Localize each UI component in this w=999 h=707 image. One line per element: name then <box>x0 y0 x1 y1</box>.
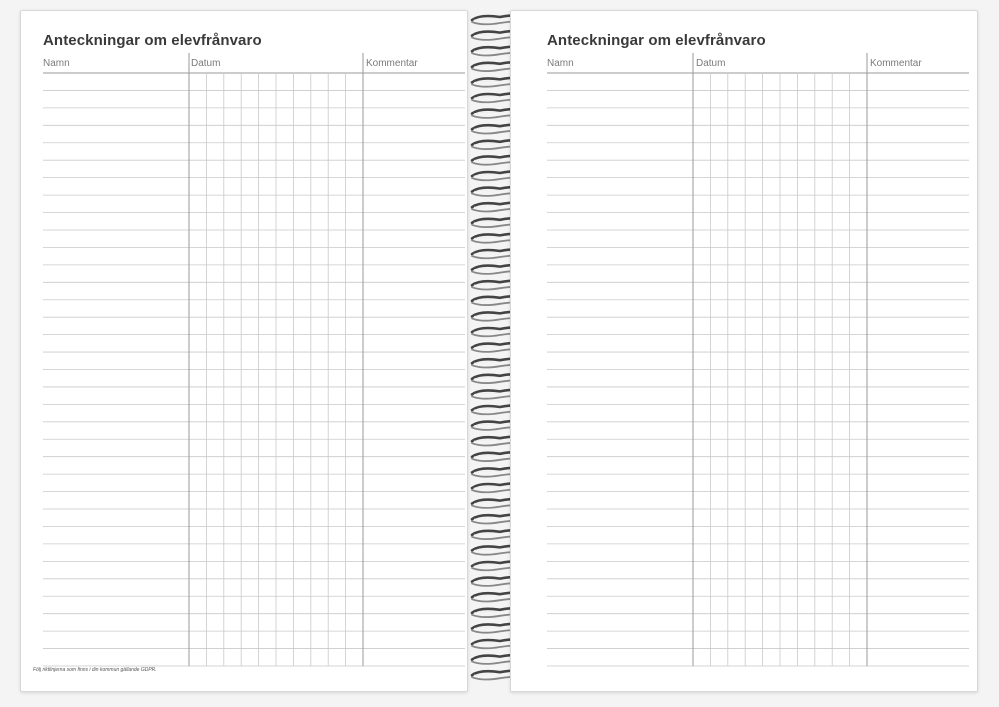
spiral-coil-highlight <box>474 658 500 659</box>
spiral-coil-highlight <box>474 34 500 35</box>
spiral-coil-highlight <box>474 533 500 534</box>
spiral-coil-highlight <box>474 206 500 207</box>
left-header-namn: Namn <box>43 58 70 69</box>
right-page-grid <box>511 11 977 691</box>
spiral-coil-highlight <box>474 674 500 675</box>
spiral-coil-highlight <box>474 253 500 254</box>
spiral-coil-highlight <box>474 143 500 144</box>
spiral-coil-highlight <box>474 331 500 332</box>
spiral-coil-highlight <box>474 284 500 285</box>
spiral-coil-highlight <box>474 611 500 612</box>
spiral-coil-highlight <box>474 50 500 51</box>
spiral-coil-highlight <box>474 19 500 20</box>
right-page <box>510 10 978 692</box>
spiral-coil-highlight <box>474 175 500 176</box>
spiral-coil-highlight <box>474 81 500 82</box>
spiral-coil-highlight <box>474 299 500 300</box>
right-page-title: Anteckningar om elevfrånvaro <box>547 32 766 49</box>
spiral-coil-highlight <box>474 549 500 550</box>
spiral-coil-highlight <box>474 315 500 316</box>
spiral-coil-highlight <box>474 580 500 581</box>
spiral-coil-highlight <box>474 440 500 441</box>
spiral-coil-highlight <box>474 393 500 394</box>
spiral-coil-highlight <box>474 159 500 160</box>
spiral-coil-highlight <box>474 237 500 238</box>
gdpr-footnote: Följ riktlinjerna som finns i din kommun gällande GDPR. <box>33 667 157 673</box>
spiral-coil-highlight <box>474 455 500 456</box>
spiral-coil-highlight <box>474 643 500 644</box>
spiral-coil-highlight <box>474 112 500 113</box>
spiral-coil-highlight <box>474 471 500 472</box>
spiral-coil-highlight <box>474 190 500 191</box>
spiral-coil-highlight <box>474 409 500 410</box>
spiral-coil-highlight <box>474 565 500 566</box>
left-page <box>20 10 468 692</box>
right-header-namn: Namn <box>547 58 574 69</box>
left-header-kommentar: Kommentar <box>366 58 418 69</box>
spiral-coil-highlight <box>474 627 500 628</box>
spiral-coil-highlight <box>474 502 500 503</box>
left-page-title: Anteckningar om elevfrånvaro <box>43 32 262 49</box>
spiral-coil-highlight <box>474 596 500 597</box>
spiral-coil-highlight <box>474 221 500 222</box>
spiral-coil-highlight <box>474 487 500 488</box>
left-header-datum: Datum <box>191 58 221 69</box>
left-page-grid <box>21 11 467 691</box>
spiral-coil-highlight <box>474 268 500 269</box>
spiral-coil-highlight <box>474 97 500 98</box>
right-header-kommentar: Kommentar <box>870 58 922 69</box>
spiral-coil-highlight <box>474 362 500 363</box>
spiral-coil-highlight <box>474 518 500 519</box>
right-header-datum: Datum <box>696 58 726 69</box>
spiral-coil-highlight <box>474 128 500 129</box>
spiral-coil-highlight <box>474 377 500 378</box>
spiral-coil-highlight <box>474 346 500 347</box>
spiral-coil-highlight <box>474 65 500 66</box>
spiral-coil-highlight <box>474 424 500 425</box>
